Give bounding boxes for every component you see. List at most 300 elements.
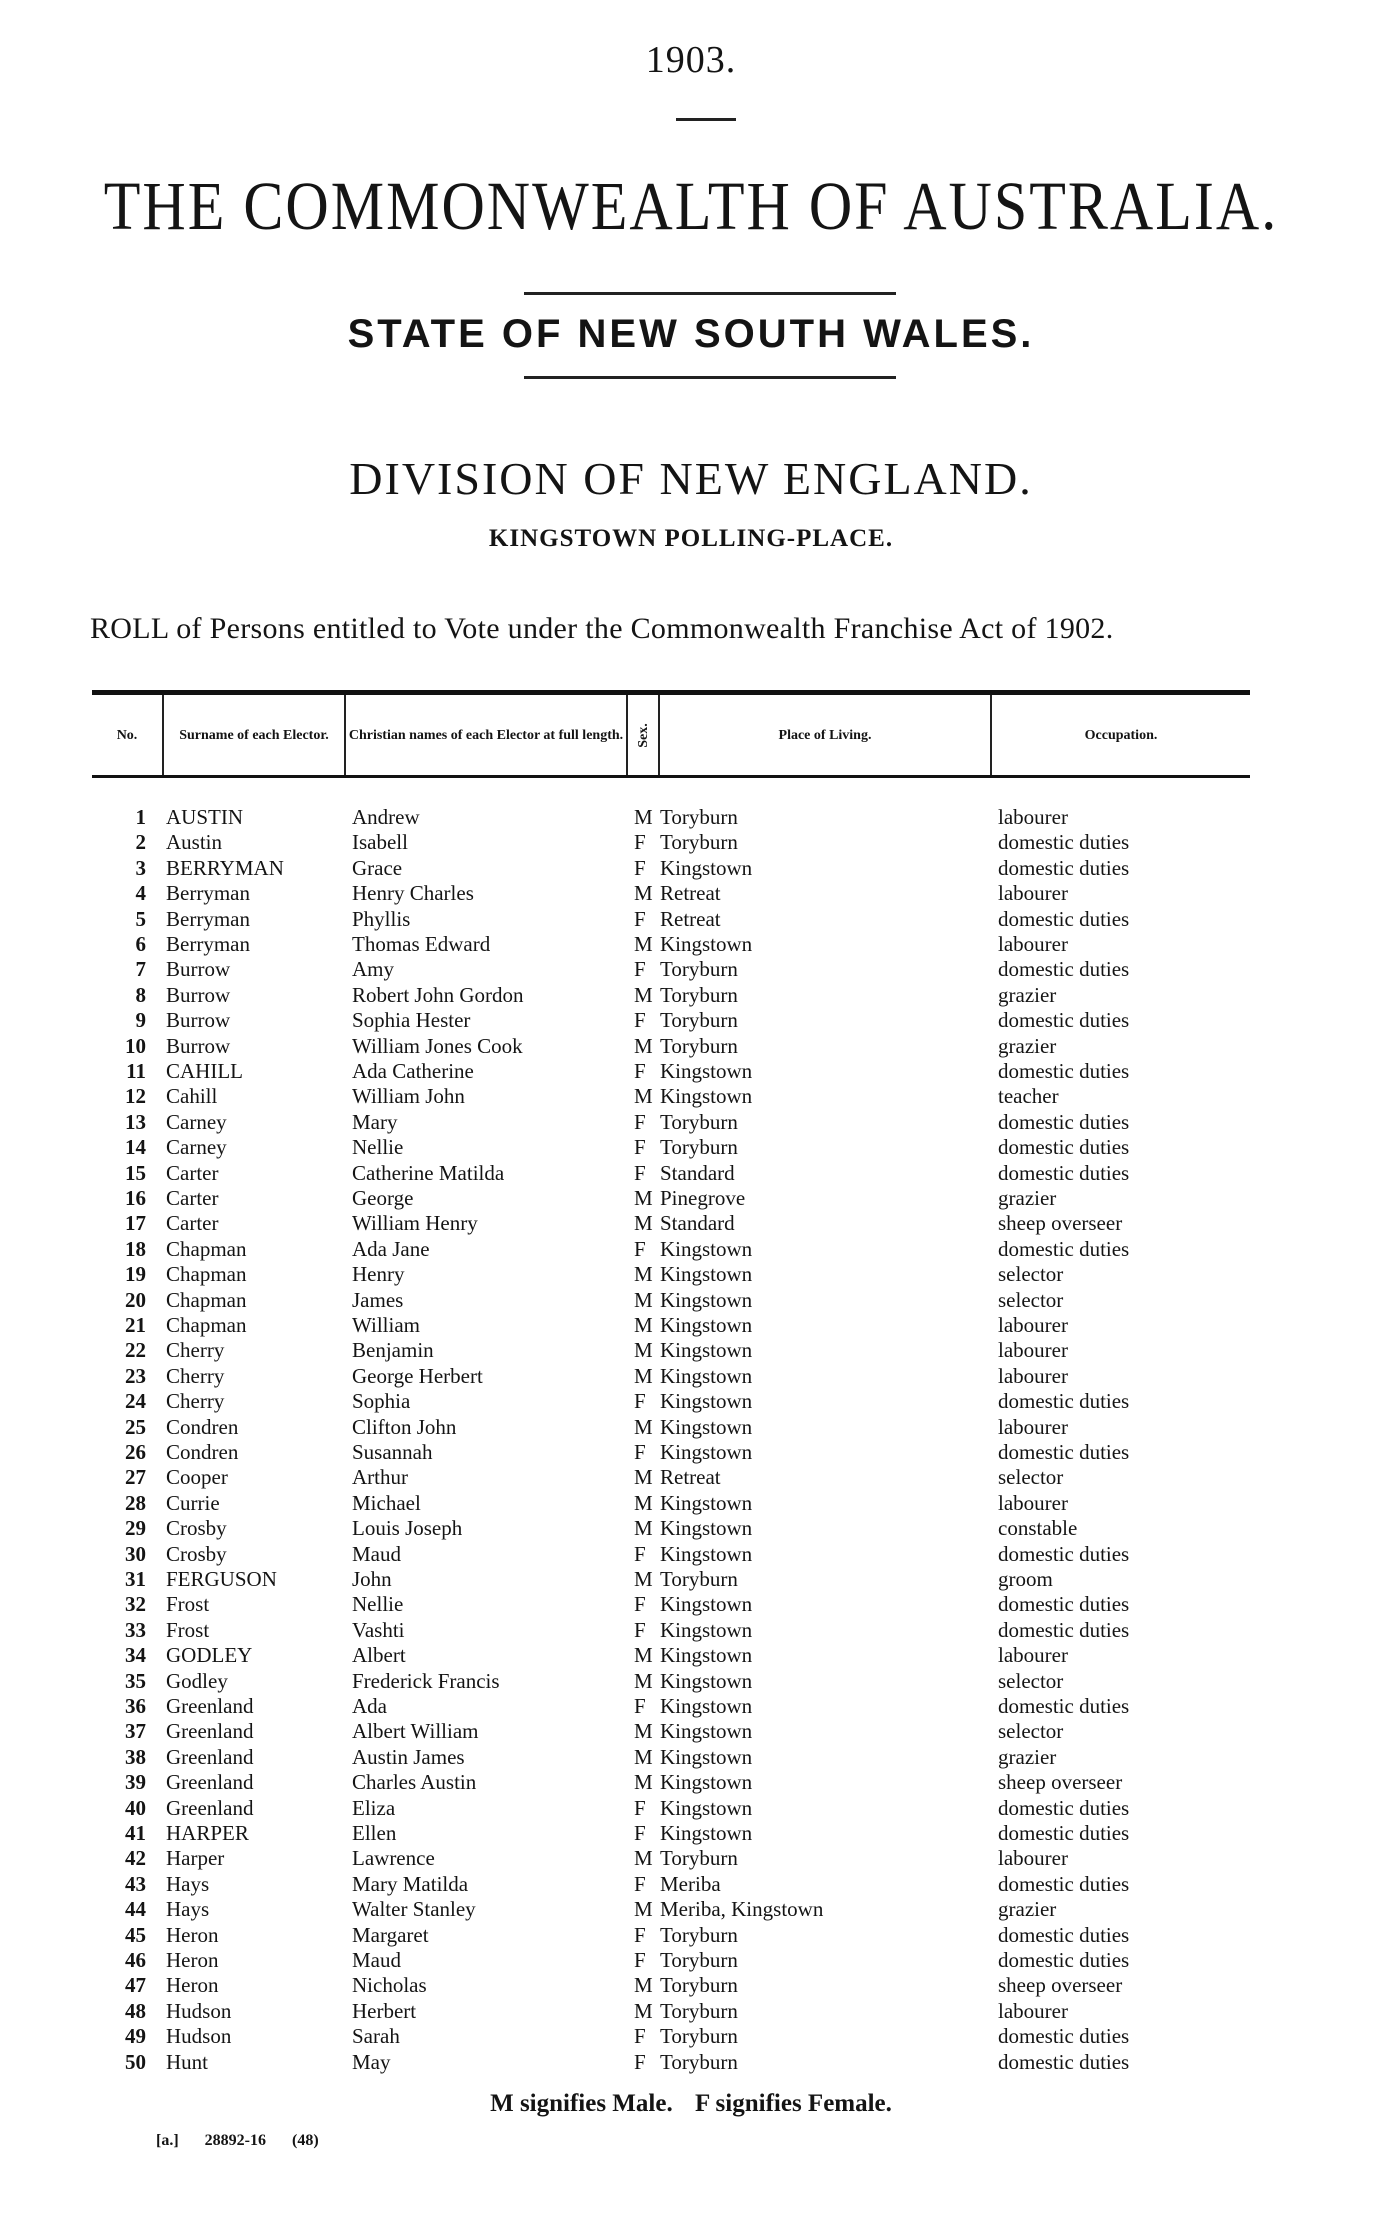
sex: F <box>634 1135 646 1160</box>
occupation: labourer <box>998 1313 1068 1337</box>
table-header <box>92 690 1250 778</box>
table-row <box>0 1135 1382 1160</box>
row-number: 24 <box>125 1389 146 1414</box>
table-row <box>0 1110 1382 1135</box>
table-row <box>0 1415 1382 1440</box>
row-number: 7 <box>135 957 146 982</box>
sex: F <box>634 2024 646 2049</box>
surname: Greenland <box>166 1770 254 1795</box>
sex: M <box>634 982 653 1007</box>
occupation: domestic duties <box>998 957 1130 982</box>
place-of-living: Kingstown <box>660 1668 753 1693</box>
occupation: selector <box>998 1465 1064 1490</box>
roll-title: ROLL of Persons entitled to Vote under the Commonwealth Franchise Act of 1902. <box>90 612 1114 645</box>
occupation: sheep overseer <box>998 1973 1123 1998</box>
place-of-living: Toryburn <box>660 982 738 1007</box>
christian-names: Henry <box>352 1262 405 1287</box>
occupation: selector <box>998 1668 1064 1693</box>
table-row <box>0 1592 1382 1617</box>
state-top-rule <box>524 292 896 295</box>
row-number: 25 <box>125 1414 146 1439</box>
printer-imprint <box>156 2132 341 2150</box>
row-number: 2 <box>135 830 146 855</box>
sex-label: Sex. <box>635 722 651 748</box>
christian-names: Grace <box>352 855 403 880</box>
occupation: teacher <box>998 1084 1059 1109</box>
surname: Greenland <box>166 1719 254 1744</box>
table-row <box>0 1770 1382 1795</box>
surname: Greenland <box>166 1744 254 1769</box>
place-of-living: Toryburn <box>660 805 738 829</box>
christian-names: Ellen <box>352 1821 397 1845</box>
christian-names: George Herbert <box>352 1363 483 1388</box>
row-number: 45 <box>125 1922 146 1947</box>
occupation: domestic duties <box>998 1440 1130 1464</box>
occupation: grazier <box>998 1744 1057 1769</box>
place-of-living: Kingstown <box>660 1262 753 1287</box>
sex: F <box>634 1871 646 1896</box>
sex: F <box>634 1008 646 1033</box>
christian-names: Charles Austin <box>352 1770 477 1795</box>
row-number: 33 <box>125 1617 146 1642</box>
surname: Greenland <box>166 1694 254 1718</box>
table-row <box>0 1262 1382 1287</box>
place-of-living: Kingstown <box>660 1694 753 1718</box>
row-number: 44 <box>125 1897 146 1922</box>
col-header-christian: Christian names of each Elector at full length. <box>348 727 624 743</box>
sex: F <box>634 906 646 931</box>
page-title: THE COMMONWEALTH OF AUSTRALIA. <box>103 167 1279 244</box>
row-number: 42 <box>125 1846 146 1871</box>
state-bottom-rule <box>524 376 896 379</box>
surname: Hunt <box>166 2049 208 2074</box>
place-of-living: Kingstown <box>660 1059 753 1083</box>
christian-names: Andrew <box>352 805 420 829</box>
surname: Condren <box>166 1414 239 1439</box>
surname: Cherry <box>166 1389 225 1414</box>
christian-names: Nellie <box>352 1135 404 1160</box>
table-row <box>0 1948 1382 1973</box>
place-of-living: Meriba <box>660 1871 721 1896</box>
place-of-living: Kingstown <box>660 1795 753 1820</box>
row-number: 17 <box>125 1211 146 1236</box>
christian-names: Sophia Hester <box>352 1008 471 1033</box>
row-number: 14 <box>125 1135 146 1160</box>
table-row <box>0 1694 1382 1719</box>
sex: M <box>634 1338 653 1363</box>
occupation: domestic duties <box>998 2049 1130 2074</box>
sex: F <box>634 1389 646 1414</box>
sex: M <box>634 1186 653 1210</box>
surname: Heron <box>166 1948 219 1972</box>
place-of-living: Kingstown <box>660 1236 753 1261</box>
surname: Berryman <box>166 881 250 906</box>
table-row <box>0 1491 1382 1516</box>
occupation: labourer <box>998 1414 1068 1439</box>
row-number: 12 <box>125 1084 146 1109</box>
christian-names: Thomas Edward <box>352 932 491 956</box>
row-number: 3 <box>135 855 146 880</box>
occupation: domestic duties <box>998 1541 1130 1566</box>
place-of-living: Retreat <box>660 1465 721 1490</box>
surname: Austin <box>166 830 223 855</box>
page-reference: (48) <box>291 2132 319 2149</box>
surname: Condren <box>166 1440 239 1464</box>
row-number: 23 <box>125 1363 146 1388</box>
surname: Cherry <box>166 1363 225 1388</box>
place-of-living: Toryburn <box>660 1109 738 1134</box>
place-of-living: Kingstown <box>660 1313 753 1337</box>
place-of-living: Toryburn <box>660 2024 738 2049</box>
place-of-living: Kingstown <box>660 855 753 880</box>
table-row <box>0 1288 1382 1313</box>
row-number: 26 <box>125 1440 146 1464</box>
sex: F <box>634 957 646 982</box>
row-number: 35 <box>125 1668 146 1693</box>
surname: Frost <box>166 1617 210 1642</box>
division-heading: DIVISION OF NEW ENGLAND. <box>349 453 1033 504</box>
row-number: 30 <box>125 1541 146 1566</box>
row-number: 50 <box>125 2049 146 2074</box>
place-of-living: Kingstown <box>660 1643 753 1668</box>
sex: F <box>634 2049 646 2074</box>
christian-names: Margaret <box>352 1922 429 1947</box>
occupation: selector <box>998 1262 1064 1287</box>
surname: Hudson <box>166 1998 232 2023</box>
occupation: domestic duties <box>998 1160 1130 1185</box>
divider-rule <box>676 118 736 121</box>
row-number: 9 <box>135 1008 146 1033</box>
christian-names: William <box>352 1313 420 1337</box>
table-row <box>0 1872 1382 1897</box>
col-header-surname: Surname of each Elector. <box>179 727 329 743</box>
christian-names: Arthur <box>352 1465 408 1490</box>
row-number: 49 <box>125 2024 146 2049</box>
sex: F <box>634 1160 646 1185</box>
row-number: 1 <box>135 805 146 829</box>
christian-names: Vashti <box>352 1617 405 1642</box>
sex: F <box>634 1821 646 1845</box>
surname: FERGUSON <box>166 1567 277 1591</box>
row-number: 31 <box>125 1567 146 1591</box>
table-row <box>0 1516 1382 1541</box>
place-of-living: Kingstown <box>660 1821 753 1845</box>
occupation: labourer <box>998 1643 1068 1668</box>
surname: Chapman <box>166 1262 247 1287</box>
table-row <box>0 1897 1382 1922</box>
row-number: 18 <box>125 1236 146 1261</box>
surname: Burrow <box>166 982 231 1007</box>
surname: Cahill <box>166 1084 218 1109</box>
christian-names: George <box>352 1186 414 1210</box>
occupation: grazier <box>998 1033 1057 1058</box>
row-number: 29 <box>125 1516 146 1541</box>
surname: Hays <box>166 1897 210 1922</box>
row-number: 37 <box>125 1719 146 1744</box>
place-of-living: Pinegrove <box>660 1186 746 1210</box>
christian-names: May <box>352 2049 391 2074</box>
place-of-living: Standard <box>660 1211 735 1236</box>
sex: M <box>634 805 653 829</box>
row-number: 28 <box>125 1490 146 1515</box>
place-of-living: Toryburn <box>660 1567 738 1591</box>
surname: Currie <box>166 1490 220 1515</box>
col-header-occupation: Occupation. <box>1084 727 1158 743</box>
occupation: groom <box>998 1567 1053 1591</box>
place-of-living: Kingstown <box>660 1617 753 1642</box>
surname: CAHILL <box>166 1059 243 1083</box>
table-row <box>0 2024 1382 2049</box>
roll-year: 1903. <box>645 39 737 81</box>
surname: Berryman <box>166 906 250 931</box>
table-row <box>0 881 1382 906</box>
occupation: labourer <box>998 805 1068 829</box>
row-number: 38 <box>125 1744 146 1769</box>
christian-names: Nellie <box>352 1592 404 1617</box>
surname: Crosby <box>166 1516 227 1541</box>
place-of-living: Kingstown <box>660 1541 753 1566</box>
table-row <box>0 907 1382 932</box>
occupation: domestic duties <box>998 1059 1130 1083</box>
table-row <box>0 1618 1382 1643</box>
occupation: domestic duties <box>998 1871 1130 1896</box>
christian-names: James <box>352 1287 404 1312</box>
sex: M <box>634 1313 653 1337</box>
christian-names: John <box>352 1567 392 1591</box>
table-row <box>0 1923 1382 1948</box>
col-header-sex <box>628 695 658 775</box>
printer-mark: [a.] <box>156 2132 179 2149</box>
sex: F <box>634 1440 646 1464</box>
surname: Greenland <box>166 1795 254 1820</box>
sex: F <box>634 1541 646 1566</box>
surname: Heron <box>166 1922 219 1947</box>
occupation: domestic duties <box>998 2024 1130 2049</box>
christian-names: Ada Jane <box>352 1236 430 1261</box>
sex: M <box>634 1643 653 1668</box>
place-of-living: Toryburn <box>660 830 738 855</box>
occupation: domestic duties <box>998 906 1130 931</box>
surname: HARPER <box>166 1821 249 1845</box>
place-of-living: Kingstown <box>660 1770 753 1795</box>
christian-names: Albert <box>352 1643 406 1668</box>
christian-names: Nicholas <box>352 1973 427 1998</box>
state-heading: STATE OF NEW SOUTH WALES. <box>347 312 1035 356</box>
place-of-living: Retreat <box>660 906 721 931</box>
occupation: domestic duties <box>998 1008 1130 1033</box>
row-number: 27 <box>125 1465 146 1490</box>
place-of-living: Kingstown <box>660 1414 753 1439</box>
table-row <box>0 1465 1382 1490</box>
table-row <box>0 957 1382 982</box>
surname: Chapman <box>166 1236 247 1261</box>
surname: Chapman <box>166 1313 247 1337</box>
occupation: domestic duties <box>998 1617 1130 1642</box>
place-of-living: Toryburn <box>660 1973 738 1998</box>
sex: M <box>634 1363 653 1388</box>
surname: BERRYMAN <box>166 855 284 880</box>
christian-names: Mary <box>352 1109 398 1134</box>
surname: Cherry <box>166 1338 225 1363</box>
row-number: 10 <box>125 1033 146 1058</box>
occupation: domestic duties <box>998 1135 1130 1160</box>
place-of-living: Toryburn <box>660 1948 738 1972</box>
sex: F <box>634 1795 646 1820</box>
occupation: labourer <box>998 1363 1068 1388</box>
sex: M <box>634 1414 653 1439</box>
occupation: sheep overseer <box>998 1211 1123 1236</box>
sex: M <box>634 1846 653 1871</box>
christian-names: Albert William <box>352 1719 479 1744</box>
table-row <box>0 1211 1382 1236</box>
place-of-living: Toryburn <box>660 1998 738 2023</box>
row-number: 13 <box>125 1109 146 1134</box>
place-of-living: Kingstown <box>660 1389 753 1414</box>
row-number: 34 <box>125 1643 146 1668</box>
table-row <box>0 932 1382 957</box>
table-row <box>0 1313 1382 1338</box>
table-row <box>0 1338 1382 1363</box>
surname: Burrow <box>166 957 231 982</box>
occupation: domestic duties <box>998 830 1130 855</box>
surname: Crosby <box>166 1541 227 1566</box>
table-row <box>0 1008 1382 1033</box>
christian-names: Sophia <box>352 1389 411 1414</box>
christian-names: Frederick Francis <box>352 1668 500 1693</box>
row-number: 39 <box>125 1770 146 1795</box>
place-of-living: Kingstown <box>660 1440 753 1464</box>
row-number: 8 <box>135 982 146 1007</box>
surname: GODLEY <box>166 1643 253 1668</box>
table-row <box>0 1059 1382 1084</box>
table-row <box>0 1034 1382 1059</box>
table-row <box>0 830 1382 855</box>
surname: Berryman <box>166 932 250 956</box>
table-row <box>0 1389 1382 1414</box>
place-of-living: Meriba, Kingstown <box>660 1897 824 1922</box>
row-number: 4 <box>135 881 146 906</box>
sex: M <box>634 1287 653 1312</box>
occupation: selector <box>998 1287 1064 1312</box>
christian-names: Louis Joseph <box>352 1516 463 1541</box>
christian-names: Ada Catherine <box>352 1059 474 1083</box>
sex: M <box>634 1033 653 1058</box>
surname: Carney <box>166 1135 227 1160</box>
row-number: 16 <box>125 1186 146 1210</box>
occupation: domestic duties <box>998 1821 1130 1845</box>
place-of-living: Standard <box>660 1160 735 1185</box>
christian-names: Walter Stanley <box>352 1897 476 1922</box>
occupation: labourer <box>998 1846 1068 1871</box>
occupation: domestic duties <box>998 1592 1130 1617</box>
sex: M <box>634 1744 653 1769</box>
place-of-living: Kingstown <box>660 1287 753 1312</box>
occupation: domestic duties <box>998 1694 1130 1718</box>
christian-names: Sarah <box>352 2024 400 2049</box>
row-number: 5 <box>135 906 146 931</box>
table-row <box>0 1846 1382 1871</box>
row-number: 21 <box>125 1313 146 1337</box>
col-header-no: No. <box>116 727 138 743</box>
table-row <box>0 1084 1382 1109</box>
table-row <box>0 1186 1382 1211</box>
occupation: labourer <box>998 1490 1068 1515</box>
sex: M <box>634 1567 653 1591</box>
christian-names: Susannah <box>352 1440 433 1464</box>
sex: M <box>634 1897 653 1922</box>
sex: F <box>634 1236 646 1261</box>
place-of-living: Kingstown <box>660 1084 753 1109</box>
christian-names: Amy <box>352 957 394 982</box>
place-of-living: Toryburn <box>660 957 738 982</box>
surname: Cooper <box>166 1465 228 1490</box>
occupation: grazier <box>998 982 1057 1007</box>
occupation: domestic duties <box>998 1795 1130 1820</box>
place-of-living: Retreat <box>660 881 721 906</box>
table-row <box>0 1542 1382 1567</box>
christian-names: Ada <box>352 1694 387 1718</box>
table-row <box>0 1643 1382 1668</box>
christian-names: Maud <box>352 1948 401 1972</box>
surname: Hays <box>166 1871 210 1896</box>
sex: F <box>634 1617 646 1642</box>
christian-names: William John <box>352 1084 465 1109</box>
occupation: sheep overseer <box>998 1770 1123 1795</box>
table-row <box>0 1719 1382 1744</box>
sex-key-male: M signifies Male. <box>490 2090 673 2117</box>
row-number: 46 <box>125 1948 146 1972</box>
occupation: domestic duties <box>998 1922 1130 1947</box>
row-number: 47 <box>125 1973 146 1998</box>
place-of-living: Kingstown <box>660 932 753 956</box>
printer-code: 28892-16 <box>204 2132 266 2149</box>
sex-key-female: F signifies Female. <box>694 2090 892 2117</box>
row-number: 11 <box>126 1059 146 1083</box>
occupation: labourer <box>998 1338 1068 1363</box>
surname: AUSTIN <box>166 805 243 829</box>
christian-names: Lawrence <box>352 1846 435 1871</box>
christian-names: Clifton John <box>352 1414 457 1439</box>
place-of-living: Kingstown <box>660 1719 753 1744</box>
row-number: 20 <box>125 1287 146 1312</box>
place-of-living: Toryburn <box>660 2049 738 2074</box>
sex: M <box>634 1770 653 1795</box>
christian-names: Michael <box>352 1490 421 1515</box>
surname: Carter <box>166 1186 219 1210</box>
occupation: grazier <box>998 1897 1057 1922</box>
occupation: labourer <box>998 881 1068 906</box>
sex: F <box>634 830 646 855</box>
surname: Burrow <box>166 1008 231 1033</box>
sex: F <box>634 1694 646 1718</box>
sex: F <box>634 1109 646 1134</box>
sex: F <box>634 1922 646 1947</box>
table-row <box>0 1973 1382 1998</box>
occupation: domestic duties <box>998 1236 1130 1261</box>
row-number: 48 <box>125 1998 146 2023</box>
christian-names: Maud <box>352 1541 401 1566</box>
table-row <box>0 856 1382 881</box>
christian-names: Robert John Gordon <box>352 982 524 1007</box>
christian-names: Herbert <box>352 1998 417 2023</box>
table-row <box>0 1999 1382 2024</box>
table-row <box>0 1364 1382 1389</box>
occupation: domestic duties <box>998 855 1130 880</box>
sex: M <box>634 1516 653 1541</box>
table-row <box>0 1237 1382 1262</box>
christian-names: Mary Matilda <box>352 1871 469 1896</box>
table-row <box>0 983 1382 1008</box>
